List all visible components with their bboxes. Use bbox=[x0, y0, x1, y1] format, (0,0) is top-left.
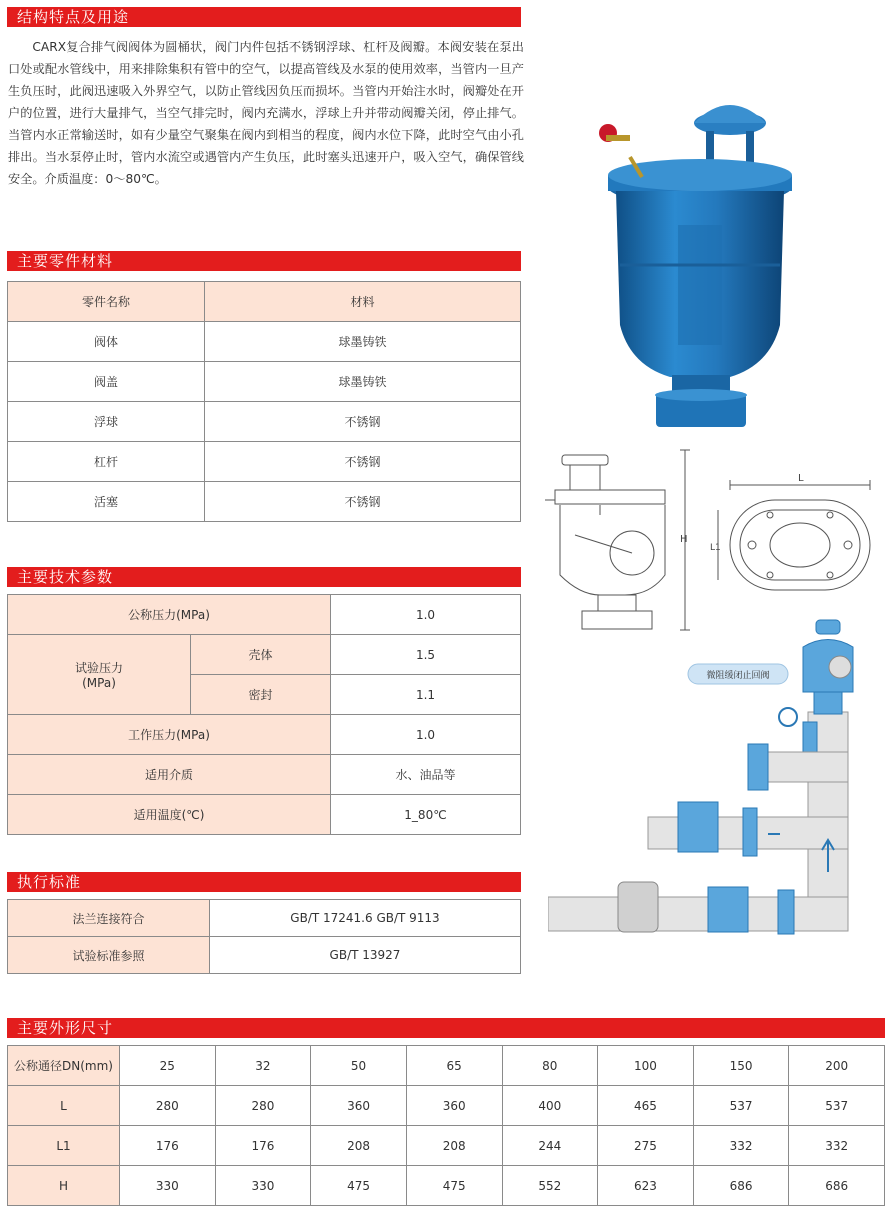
part-name: 活塞 bbox=[8, 482, 205, 522]
dim-value: 332 bbox=[693, 1126, 789, 1166]
dim-label: L bbox=[8, 1086, 120, 1126]
dim-value: 475 bbox=[406, 1166, 502, 1206]
part-material: 不锈钢 bbox=[205, 402, 521, 442]
table-row bbox=[8, 362, 521, 402]
dn-value: 100 bbox=[598, 1046, 694, 1086]
dim-value: 360 bbox=[406, 1086, 502, 1126]
table-header-cell: 公称通径DN(mm) bbox=[8, 1046, 120, 1086]
param-value: 1.0 bbox=[331, 715, 521, 755]
dim-l1-label: L1 bbox=[710, 543, 721, 553]
section-title-structure: 结构特点及用途 bbox=[7, 7, 521, 27]
table-row bbox=[8, 755, 521, 795]
part-name: 阀盖 bbox=[8, 362, 205, 402]
table-row bbox=[8, 795, 521, 835]
param-label bbox=[8, 635, 191, 715]
table-header-cell: 材料 bbox=[205, 282, 521, 322]
dim-value: 330 bbox=[120, 1166, 216, 1206]
dn-value: 65 bbox=[406, 1046, 502, 1086]
dn-value: 50 bbox=[311, 1046, 407, 1086]
dn-value: 25 bbox=[120, 1046, 216, 1086]
param-sublabel: 密封 bbox=[191, 675, 331, 715]
test-pressure-unit: (MPa) bbox=[82, 676, 116, 690]
dim-value: 623 bbox=[598, 1166, 694, 1206]
standard-value: GB/T 13927 bbox=[210, 937, 521, 974]
part-name: 杠杆 bbox=[8, 442, 205, 482]
part-material: 不锈钢 bbox=[205, 442, 521, 482]
tech-params-table bbox=[7, 594, 521, 835]
param-label: 适用介质 bbox=[8, 755, 331, 795]
dim-value: 176 bbox=[215, 1126, 311, 1166]
table-row bbox=[8, 442, 521, 482]
valve-top-view-drawing bbox=[710, 470, 880, 600]
section-title-materials: 主要零件材料 bbox=[7, 251, 521, 271]
installation-schematic bbox=[548, 612, 888, 952]
table-row bbox=[8, 1126, 885, 1166]
dim-value: 537 bbox=[789, 1086, 885, 1126]
param-sublabel: 壳体 bbox=[191, 635, 331, 675]
section-title-tech: 主要技术参数 bbox=[7, 567, 521, 587]
part-name: 浮球 bbox=[8, 402, 205, 442]
dim-value: 208 bbox=[311, 1126, 407, 1166]
standard-value: GB/T 17241.6 GB/T 9113 bbox=[210, 900, 521, 937]
dim-value: 244 bbox=[502, 1126, 598, 1166]
test-pressure-label: 试验压力 bbox=[74, 661, 123, 675]
param-value: 1_80℃ bbox=[331, 795, 521, 835]
dn-value: 150 bbox=[693, 1046, 789, 1086]
dim-value: 686 bbox=[789, 1166, 885, 1206]
standards-table bbox=[7, 899, 521, 974]
callout-label: 微阻缓闭止回阀 bbox=[706, 671, 770, 681]
table-row bbox=[8, 595, 521, 635]
table-header-row bbox=[8, 282, 521, 322]
table-row bbox=[8, 322, 521, 362]
table-row bbox=[8, 482, 521, 522]
dn-value: 200 bbox=[789, 1046, 885, 1086]
dn-value: 80 bbox=[502, 1046, 598, 1086]
dim-value: 332 bbox=[789, 1126, 885, 1166]
valve-section-drawing bbox=[540, 445, 715, 640]
param-label: 工作压力(MPa) bbox=[8, 715, 331, 755]
dim-value: 330 bbox=[215, 1166, 311, 1206]
table-row bbox=[8, 635, 521, 675]
part-name: 阀体 bbox=[8, 322, 205, 362]
structure-description: CARX复合排气阀阀体为圆桶状，阀门内件包括不锈钢浮球、杠杆及阀瓣。本阀安装在泵出口处或配水管线中，用来排除集积有管中的空气，以提高管线及水泵的使用效率，当管内一旦产生负压时，此阀迅速吸入外界空气，以防止管线因负压而损坏。当管内开始注水时，阀瓣处在开户的位置，进行大量排气，当空气排完时，阀内充满水，浮球上升并带动阀瓣关闭，停止排气。当管内水正常输送时，如有少量空气聚集在阀内到相当的程度，阀内水位下降，此时空气由小孔排出。当水泵停止时，管内水流空或遇管内产生负压，此时塞头迅速开户，吸入空气，确保管线安全。介质温度：0～80℃。 bbox=[8, 40, 524, 186]
table-row bbox=[8, 402, 521, 442]
part-material: 不锈钢 bbox=[205, 482, 521, 522]
table-row bbox=[8, 1166, 885, 1206]
table-row bbox=[8, 937, 521, 974]
table-row bbox=[8, 1086, 885, 1126]
dim-value: 686 bbox=[693, 1166, 789, 1206]
materials-table bbox=[7, 281, 521, 522]
dim-value: 475 bbox=[311, 1166, 407, 1206]
dim-value: 552 bbox=[502, 1166, 598, 1206]
dim-value: 275 bbox=[598, 1126, 694, 1166]
dn-value: 32 bbox=[215, 1046, 311, 1086]
dim-value: 465 bbox=[598, 1086, 694, 1126]
param-value: 水、油品等 bbox=[331, 755, 521, 795]
dim-value: 280 bbox=[215, 1086, 311, 1126]
standard-label: 试验标准参照 bbox=[8, 937, 210, 974]
dim-label: H bbox=[8, 1166, 120, 1206]
dim-h-label: H bbox=[680, 534, 688, 545]
dim-value: 208 bbox=[406, 1126, 502, 1166]
dim-value: 537 bbox=[693, 1086, 789, 1126]
standard-label: 法兰连接符合 bbox=[8, 900, 210, 937]
param-label: 适用温度(℃) bbox=[8, 795, 331, 835]
dim-value: 280 bbox=[120, 1086, 216, 1126]
dim-l-label: L bbox=[798, 473, 804, 484]
table-row bbox=[8, 900, 521, 937]
param-value: 1.0 bbox=[331, 595, 521, 635]
table-row bbox=[8, 715, 521, 755]
dim-value: 176 bbox=[120, 1126, 216, 1166]
table-header-row bbox=[8, 1046, 885, 1086]
section-title-dimensions: 主要外形尺寸 bbox=[7, 1018, 885, 1038]
part-material: 球墨铸铁 bbox=[205, 322, 521, 362]
dim-value: 400 bbox=[502, 1086, 598, 1126]
dimensions-table bbox=[7, 1045, 885, 1206]
section-title-standards: 执行标准 bbox=[7, 872, 521, 892]
param-value: 1.5 bbox=[331, 635, 521, 675]
param-value: 1.1 bbox=[331, 675, 521, 715]
table-header-cell: 零件名称 bbox=[8, 282, 205, 322]
part-material: 球墨铸铁 bbox=[205, 362, 521, 402]
dim-label: L1 bbox=[8, 1126, 120, 1166]
param-label: 公称压力(MPa) bbox=[8, 595, 331, 635]
valve-product-photo bbox=[580, 95, 810, 435]
dim-value: 360 bbox=[311, 1086, 407, 1126]
